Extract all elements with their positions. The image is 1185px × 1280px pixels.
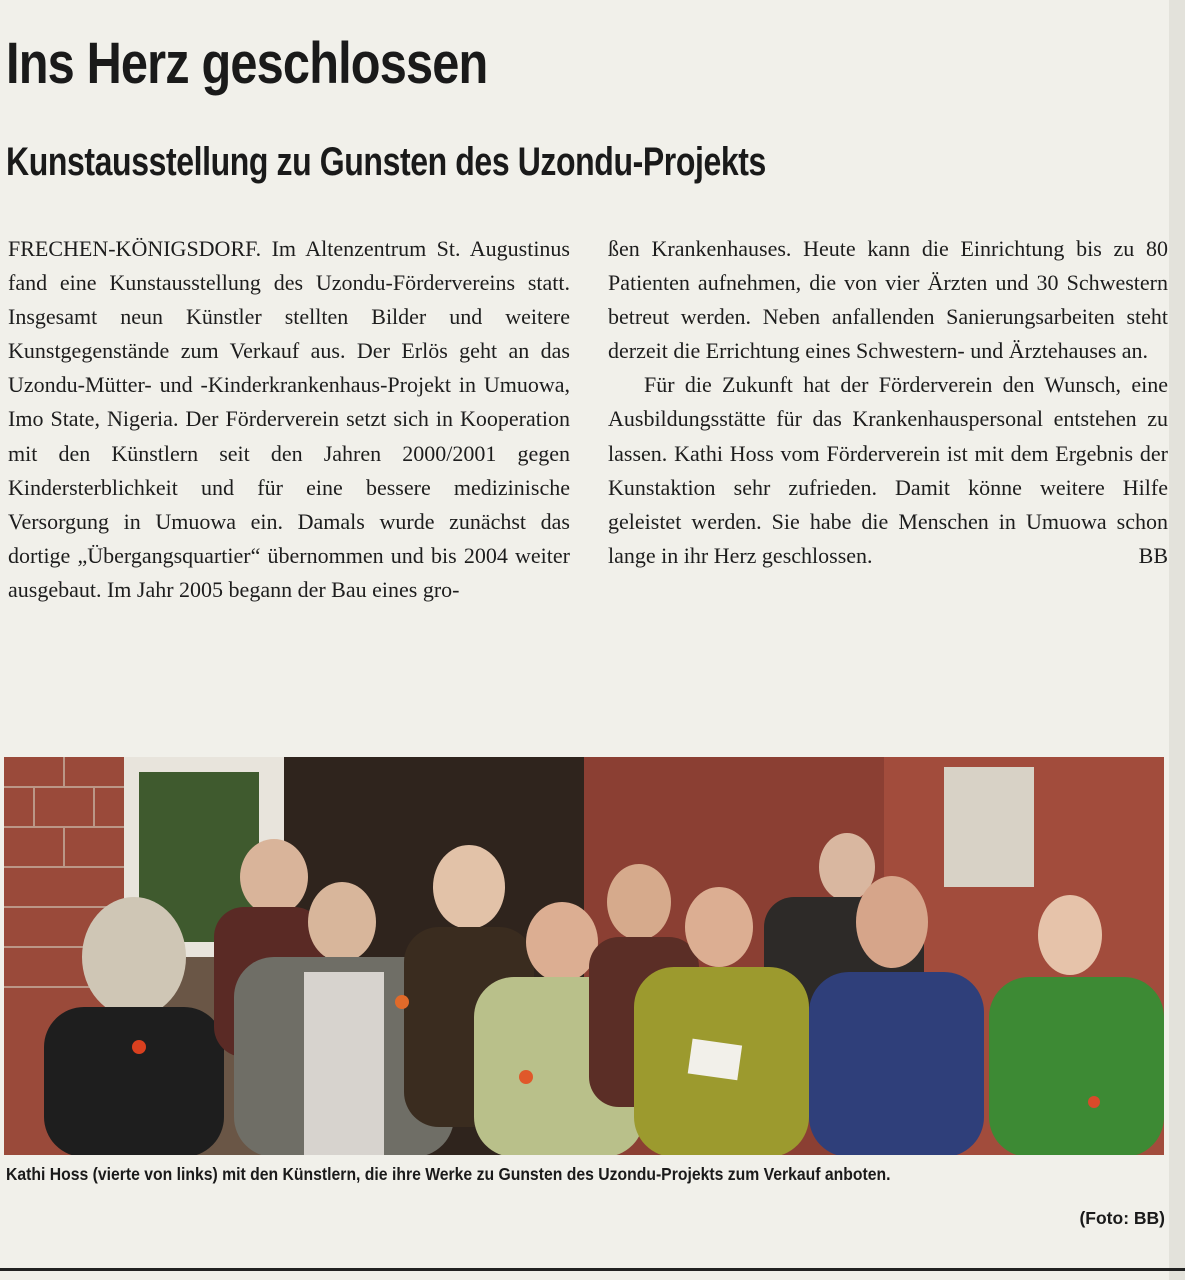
article-column-right — [608, 232, 1168, 573]
article-headline: Ins Herz geschlossen — [6, 31, 488, 96]
article-body-left: Im Altenzentrum St. Augustinus fand eine Kunstausstellung des Uzondu-Fördervereins statt. Insgesamt neun Künstler stellten Bilder und weitere Kunstgegenstände zum Verkauf aus. Der Erlös geht an das Uzondu-Mütter- und -Kinderkrankenhaus-Projekt in Umuowa, Imo State, Nigeria. Der Förderverein setzt sich in Kooperation mit den Künstlern seit den Jahren 2000/2001 gegen Kindersterblichkeit und für eine bessere medizinische Versorgung in Umuowa ein. Damals wurde zunächst das dortige „Übergangsquartier“ übernommen und bis 2004 weiter ausgebaut. Im Jahr 2005 begann der Bau eines gro- — [8, 236, 570, 602]
article-body-right-p1: ßen Krankenhauses. Heute kann die Einrichtung bis zu 80 Patienten aufnehmen, die von vier Ärzten und 30 Schwestern betreut werden. Neben anfallenden Sanierungsarbeiten steht derzeit die Errichtung eines Schwestern- und Ärztehauses an. — [608, 236, 1168, 364]
article-body-right-p2: Für die Zukunft hat der Förderverein den Wunsch, eine Ausbildungsstätte für das Krankenhauspersonal entstehen zu lassen. Kathi Hoss vom Förderverein ist mit dem Ergebnis der Kunstaktion sehr zufrieden. Damit könne weitere Hilfe geleistet werden. Sie habe die Menschen in Umuowa schon lange in ihr Herz geschlossen. — [608, 372, 1168, 568]
neighbor-article-bleed — [0, 0, 1185, 18]
photo-credit: (Foto: BB) — [1079, 1208, 1165, 1228]
article-subheadline: Kunstausstellung zu Gunsten des Uzondu-Projekts — [6, 140, 766, 184]
photo-caption: Kathi Hoss (vierte von links) mit den Künstlern, die ihre Werke zu Gunsten des Uzondu-Projekts zum Verkauf anboten. — [6, 1164, 891, 1184]
article-byline: BB — [1138, 542, 1168, 568]
article-dateline: FRECHEN-KÖNIGSDORF. — [8, 236, 262, 261]
page-edge — [1169, 0, 1185, 1280]
article-column-left — [8, 232, 570, 607]
bottom-rule — [0, 1268, 1185, 1271]
article-photo — [4, 757, 1164, 1155]
